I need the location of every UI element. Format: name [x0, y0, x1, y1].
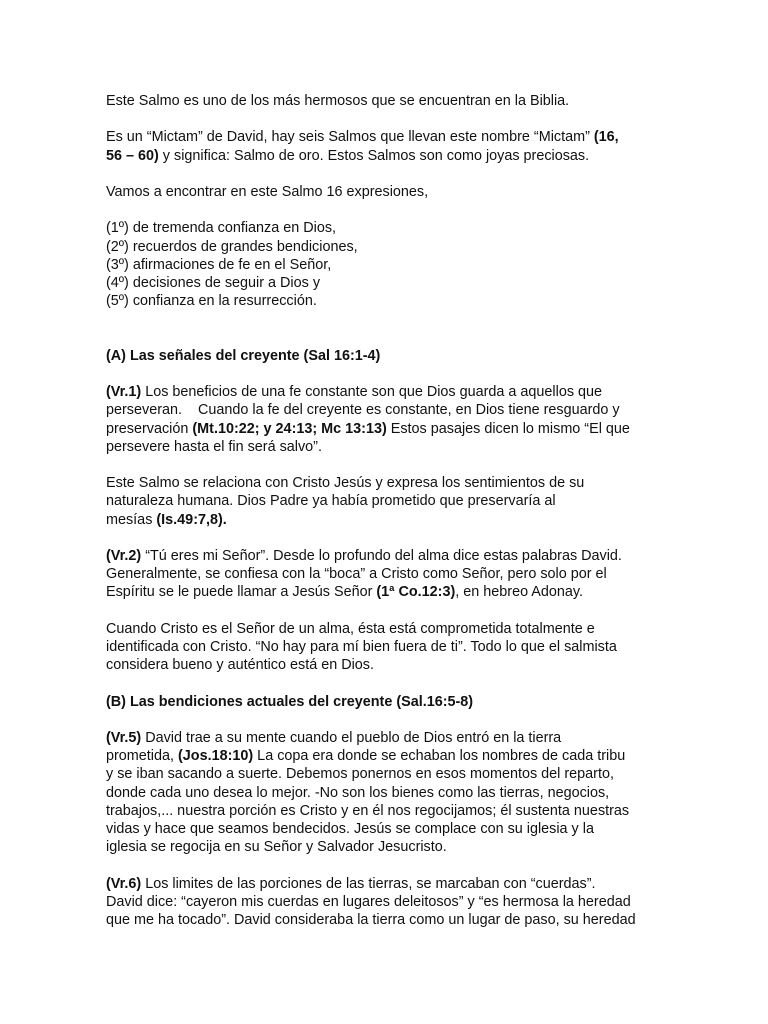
paragraph-line: iglesia se regocija en su Señor y Salvador Jesucristo. [106, 839, 447, 856]
text-run: Estos pasajes dicen lo mismo “El que [386, 420, 630, 437]
alma-paragraph [106, 620, 666, 675]
section-a-heading [106, 347, 666, 365]
vr6-paragraph [106, 875, 666, 930]
bible-reference: (1ª Co.12:3) [376, 584, 456, 601]
paragraph-line: y se iban sacando a suerte. Debemos ponernos en esos momentos del reparto, [106, 766, 614, 783]
vr2-paragraph [106, 547, 666, 602]
cristo-paragraph [106, 474, 666, 529]
text-run: David trae a su mente cuando el pueblo de Dios entró en la tierra [141, 729, 562, 746]
text-run: Los beneficios de una fe constante son que Dios guarda a aquellos que [141, 384, 603, 401]
text-run: “Tú eres mi Señor”. Desde lo profundo del alma dice estas palabras David. [141, 547, 622, 564]
paragraph-line: Este Salmo se relaciona con Cristo Jesús y expresa los sentimientos de su [106, 475, 585, 492]
section-b-heading [106, 693, 666, 711]
paragraph-line [106, 511, 666, 529]
paragraph-line: naturaleza humana. Dios Padre ya había prometido que preservaría al [106, 493, 556, 510]
paragraph-line [106, 583, 666, 601]
vr5-paragraph [106, 729, 666, 856]
heading-text: (A) Las señales del creyente (Sal 16:1-4) [106, 347, 381, 364]
text-run: Es un “Mictam” de David, hay seis Salmos que llevan este nombre “Mictam” [106, 129, 594, 146]
paragraph-line [106, 420, 666, 438]
verse-label: (Vr.1) [106, 384, 142, 401]
bible-reference: 56 – 60) [106, 147, 159, 164]
paragraph-line: Generalmente, se confiesa con la “boca” a Cristo como Señor, pero solo por el [106, 566, 607, 583]
text-run: , en hebreo Adonay. [455, 584, 584, 601]
paragraph-line: identificada con Cristo. “No hay para mí bien fuera de ti”. Todo lo que el salmista [106, 638, 617, 655]
document-body [106, 92, 666, 947]
paragraph-line: perseveran. Cuando la fe del creyente es constante, en Dios tiene resguardo y [106, 402, 620, 419]
intro-line: Este Salmo es uno de los más hermosos que se encuentran en la Biblia. [106, 93, 570, 109]
list-item: (2º) recuerdos de grandes bendiciones, [106, 238, 358, 255]
paragraph-line: que me ha tocado”. David consideraba la tierra como un lugar de paso, su heredad [106, 911, 636, 928]
text-run: Espíritu se le puede llamar a Jesús Señor [106, 584, 377, 601]
intro-paragraph-3 [106, 183, 666, 201]
verse-label: (Vr.6) [106, 875, 142, 892]
paragraph-line: donde cada uno desea lo mejor. -No son los bienes como las tierras, negocios, [106, 784, 610, 801]
list-item: (5º) confianza en la resurrección. [106, 293, 317, 310]
paragraph-line: persevere hasta el fin será salvo”. [106, 438, 322, 455]
intro-paragraph-1 [106, 92, 666, 110]
paragraph-line: Cuando Cristo es el Señor de un alma, ésta está comprometida totalmente e [106, 620, 595, 637]
text-run: preservación [106, 420, 193, 437]
bible-reference: (Mt.10:22; y 24:13; Mc 13:13) [192, 420, 387, 437]
paragraph-line: vidas y hace que seamos bendecidos. Jesús se complace con su iglesia y la [106, 820, 594, 837]
verse-label: (Vr.2) [106, 547, 142, 564]
intro-line: Vamos a encontrar en este Salmo 16 expresiones, [106, 183, 429, 200]
intro-line [106, 128, 666, 146]
intro-line [106, 147, 666, 165]
expressions-list [106, 219, 666, 310]
verse-label: (Vr.5) [106, 729, 142, 746]
list-item: (1º) de tremenda confianza en Dios, [106, 220, 337, 237]
paragraph-line [106, 729, 666, 747]
paragraph-line: considera bueno y auténtico está en Dios. [106, 657, 374, 674]
paragraph-line [106, 383, 666, 401]
vr1-paragraph [106, 383, 666, 456]
list-item: (3º) afirmaciones de fe en el Señor, [106, 256, 332, 273]
intro-paragraph-2 [106, 128, 666, 164]
paragraph-line [106, 875, 666, 893]
bible-reference: (Is.49:7,8). [156, 511, 227, 528]
list-item: (4º) decisiones de seguir a Dios y [106, 274, 321, 291]
paragraph-line: trabajos,... nuestra porción es Cristo y en él nos regocijamos; él sustenta nuestras [106, 802, 630, 819]
bible-reference: (16, [593, 129, 619, 146]
paragraph-line [106, 747, 666, 765]
paragraph-line [106, 547, 666, 565]
text-run: La copa era donde se echaban los nombres de cada tribu [253, 748, 626, 765]
text-run: Los limites de las porciones de las tierras, se marcaban con “cuerdas”. [141, 875, 596, 892]
bible-reference: (Jos.18:10) [178, 748, 254, 765]
text-run: mesías [106, 511, 157, 528]
paragraph-line: David dice: “cayeron mis cuerdas en lugares deleitosos” y “es hermosa la heredad [106, 893, 631, 910]
text-run: y significa: Salmo de oro. Estos Salmos son como joyas preciosas. [158, 147, 590, 164]
text-run: prometida, [106, 748, 178, 765]
heading-text: (B) Las bendiciones actuales del creyente (Sal.16:5-8) [106, 693, 474, 710]
